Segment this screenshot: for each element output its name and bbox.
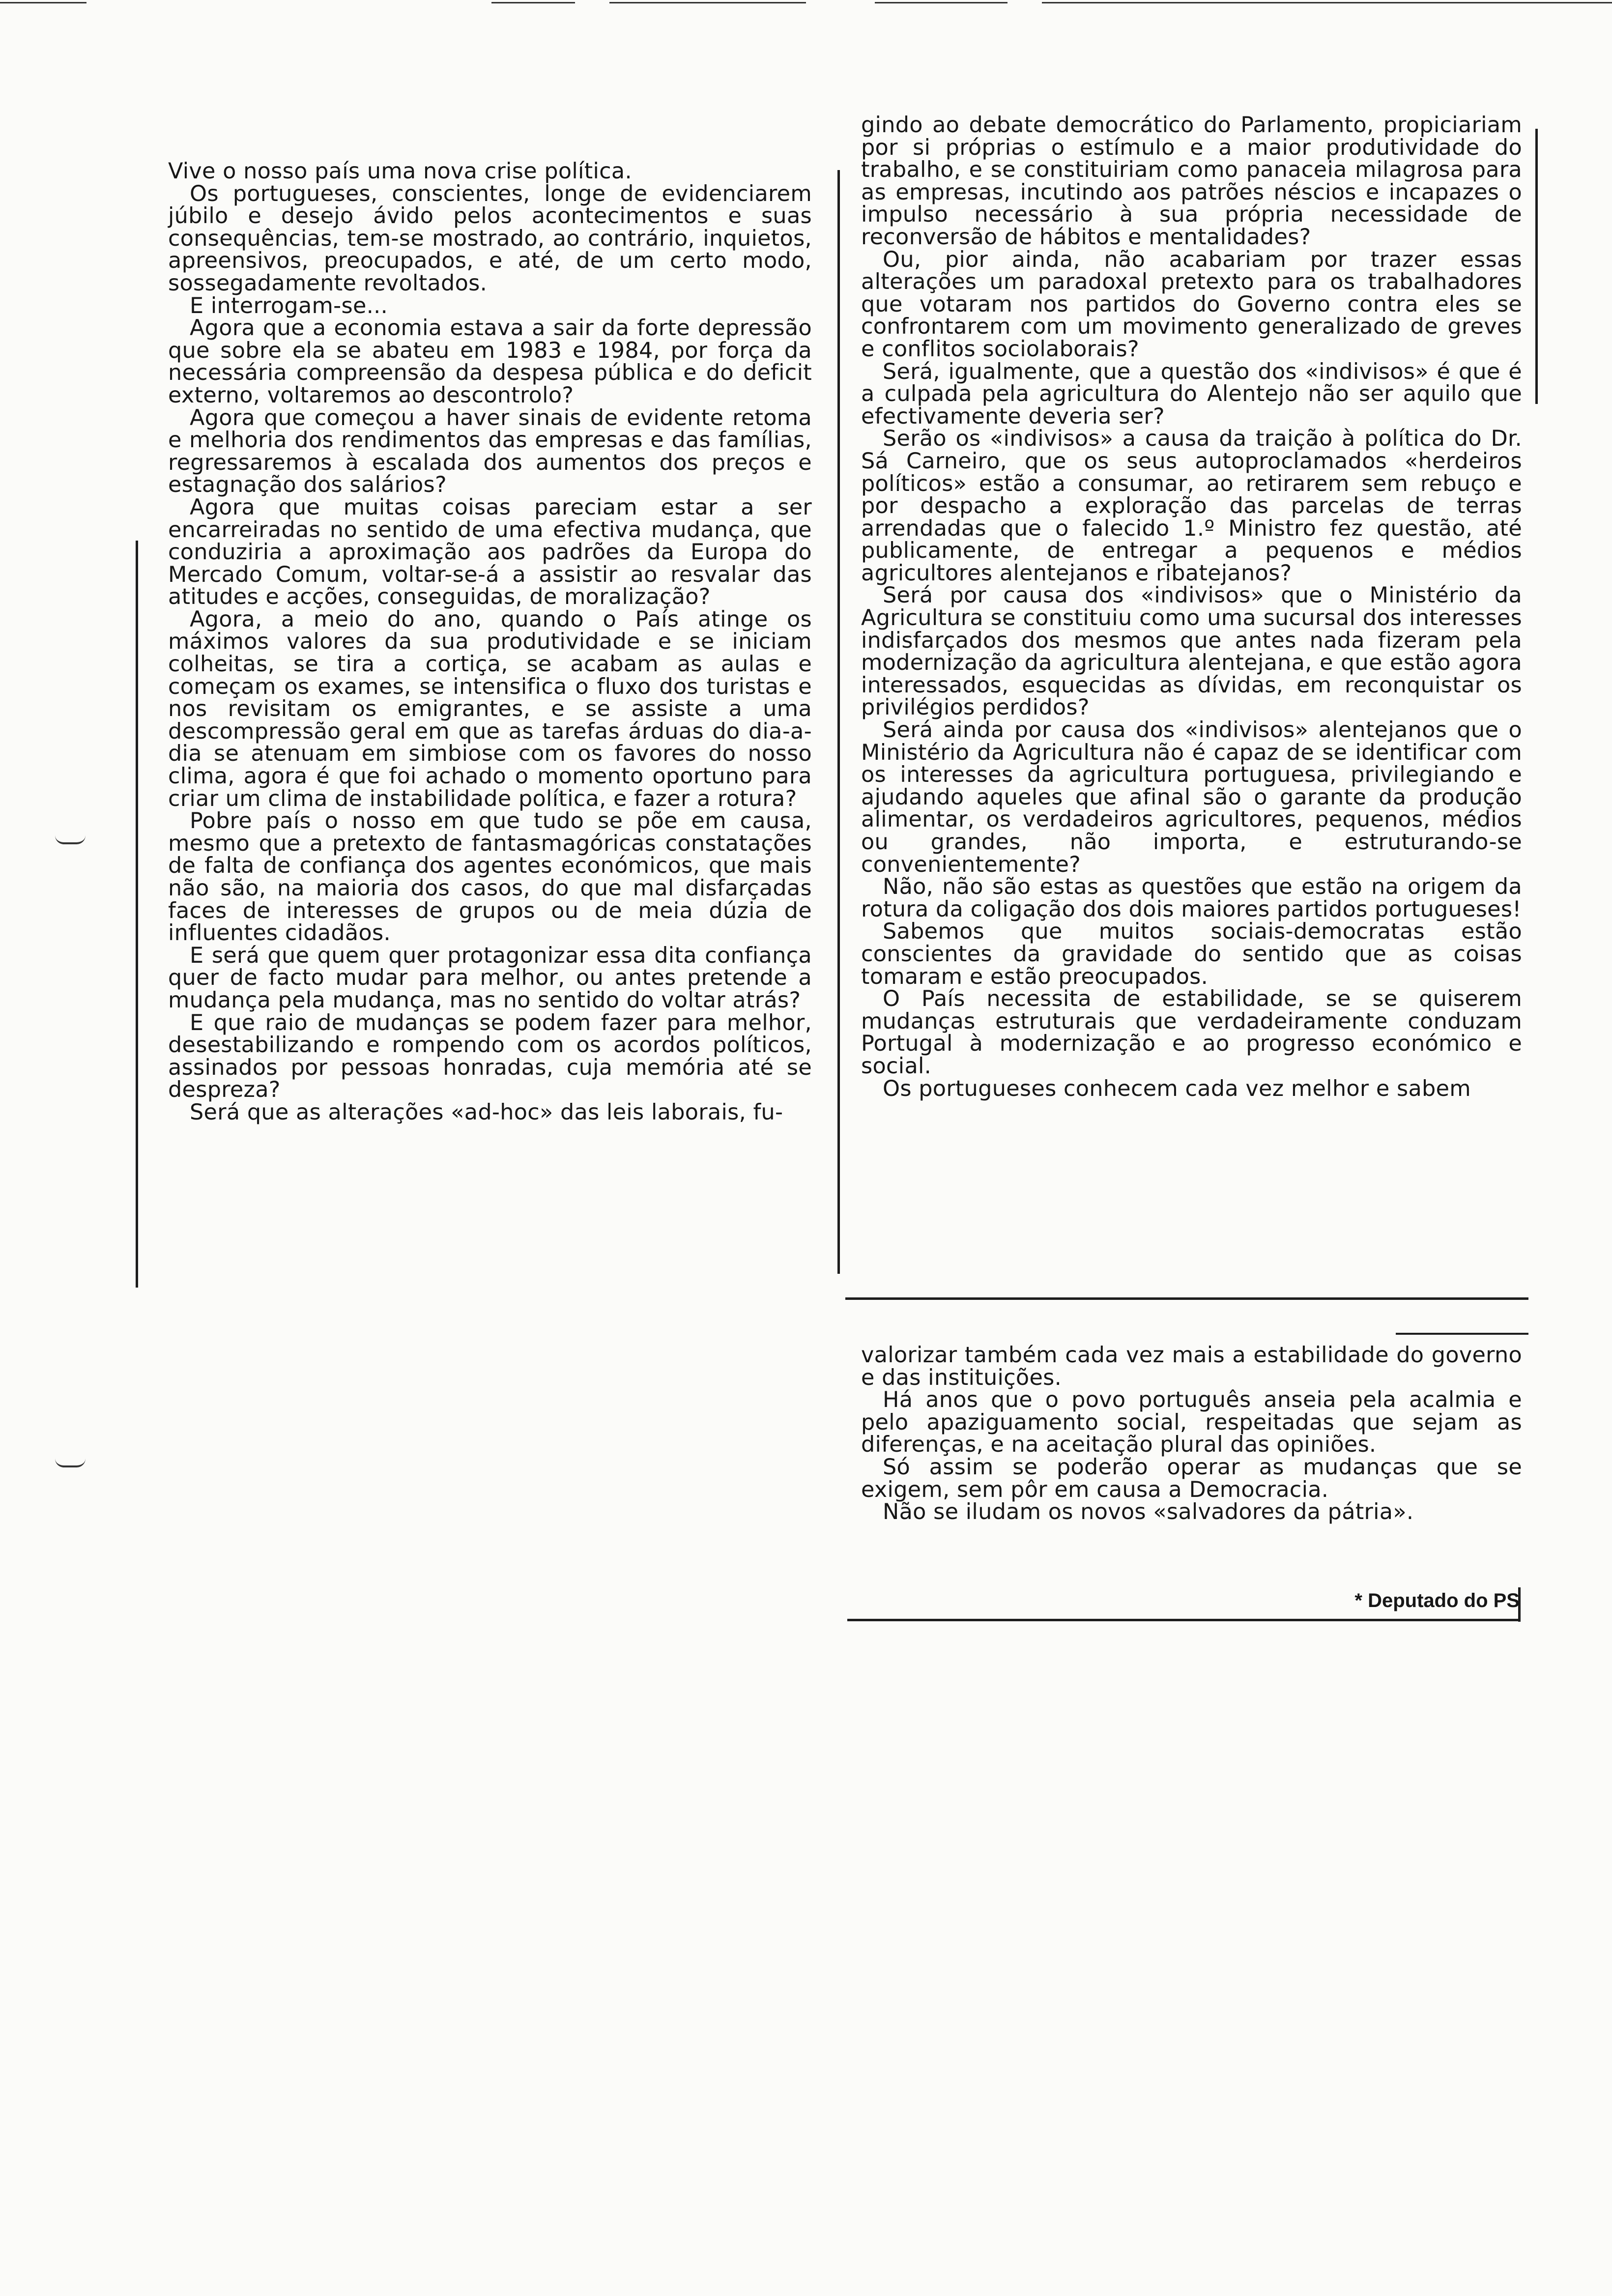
paragraph: Agora que começou a haver sinais de evidente retoma e melhoria dos rendimentos das empresas e das famílias, regressaremos à escalada dos aumentos dos preços e estagnação dos salários? bbox=[168, 405, 812, 498]
paragraph: Ou, pior ainda, não acabariam por trazer essas alterações um paradoxal pretexto para os trabalhadores que votaram nos partidos do Governo contra eles se confrontarem com um movimento generalizado de greves e conflitos sociolaborais? bbox=[861, 247, 1522, 362]
scan-edge-line bbox=[875, 2, 1008, 3]
paragraph: E será que quem quer protagonizar essa dita confiança quer de facto mudar para melhor, ou antes pretende a mudança pela mudança, mas no sentido do voltar atrás? bbox=[168, 943, 812, 1013]
paragraph: Será ainda por causa dos «indivisos» alentejanos que o Ministério da Agricultura não é capaz de se identificar com os interesses da agricultura portuguesa, privilegiando e ajudando aqueles que afinal são o garante da produção alimentar, os verdadeiros agricultores, pequenos, médios ou grandes, não importa, e estruturando-se convenientemente? bbox=[861, 718, 1522, 877]
column-divider bbox=[837, 170, 840, 1274]
scan-edge-line bbox=[0, 2, 86, 3]
section-rule-short bbox=[1396, 1333, 1528, 1335]
paragraph: Pobre país o nosso em que tudo se põe em causa, mesmo que a pretexto de fantasmagóricas constatações de falta de confiança dos agentes económicos, que mais não são, na maioria dos casos, do que mal disfarçadas faces de interesses de grupos ou de meia dúzia de influentes cidadãos. bbox=[168, 808, 812, 946]
paragraph: Será, igualmente, que a questão dos «indivisos» é que é a culpada pela agricultura do Alentejo não ser aquilo que efectivamente deveria ser? bbox=[861, 359, 1522, 429]
right-column-rule bbox=[1535, 129, 1538, 404]
scan-edge-line bbox=[1042, 2, 1612, 3]
section-rule bbox=[845, 1297, 1528, 1300]
scan-edge-line bbox=[491, 2, 575, 3]
paragraph: Sabemos que muitos sociais-democratas estão conscientes da gravidade do sentido que as coisas tomaram e estão preocupados. bbox=[861, 919, 1522, 989]
left-column-rule bbox=[136, 541, 138, 1288]
paragraph: Há anos que o povo português anseia pela acalmia e pelo apaziguamento social, respeitadas que sejam as diferenças, e na aceitação plural das opiniões. bbox=[861, 1387, 1522, 1458]
paragraph: Agora, a meio do ano, quando o País atinge os máximos valores da sua produtividade e se iniciam colheitas, se tira a cortiça, se acabam as aulas e começam os exames, se intensifica o fluxo dos turistas e nos revisitam os emigrantes, e se assiste a uma descompressão geral em que as tarefas árduas do dia-a-dia se atenuam em simbiose com os favores do nosso clima, agora é que foi achado o momento oportuno para criar um clima de instabilidade política, e fazer a rotura? bbox=[168, 606, 812, 811]
bottom-rule bbox=[847, 1619, 1521, 1621]
paragraph: Agora que muitas coisas pareciam estar a ser encarreiradas no sentido de uma efectiva mudança, que conduziria a aproximação aos padrões da Europa do Mercado Comum, voltar-se-á a assistir ao resvalar das atitudes e acções, conseguidas, de moralização? bbox=[168, 494, 812, 610]
paragraph: O País necessita de estabilidade, se se quiserem mudanças estruturais que verdadeiramente conduzam Portugal à modernização e ao progresso económico e social. bbox=[861, 986, 1522, 1079]
article-column-3 bbox=[861, 1344, 1522, 1523]
paragraph: Será por causa dos «indivisos» que o Ministério da Agricultura se constituiu como uma sucursal dos interesses indisfarçados dos mesmos que antes nada fizeram pela modernização da agricultura alentejana, e que estão agora interessados, esquecidas as dívidas, em reconquistar os privilégios perdidos? bbox=[861, 583, 1522, 720]
paragraph: E que raio de mudanças se podem fazer para melhor, desestabilizando e rompendo com os acordos políticos, assinados por pessoas honradas, cuja memória até se despreza? bbox=[168, 1010, 812, 1103]
paragraph: Não se iludam os novos «salvadores da pátria». bbox=[883, 1499, 1414, 1525]
scan-edge-line bbox=[609, 2, 806, 3]
paragraph: valorizar também cada vez mais a estabilidade do governo e das instituições. bbox=[861, 1343, 1522, 1390]
punch-hole-mark bbox=[55, 1459, 86, 1467]
paragraph: Vive o nosso país uma nova crise política. bbox=[168, 159, 632, 184]
article-column-1 bbox=[168, 160, 812, 1124]
paragraph: Será que as alterações «ad-hoc» das leis laborais, fu- bbox=[190, 1099, 783, 1125]
article-column-2 bbox=[861, 114, 1522, 1100]
paragraph: Não, não são estas as questões que estão na origem da rotura da coligação dos dois maiores partidos portugueses! bbox=[861, 874, 1522, 922]
paragraph: Os portugueses conhecem cada vez melhor e sabem bbox=[883, 1076, 1471, 1101]
paragraph: gindo ao debate democrático do Parlamento, propiciariam por si próprias o estímulo e a maior produtividade do trabalho, e se constituiriam como panaceia milagrosa para as empresas, incutindo aos patrões néscios e incapazes o impulso necessário à sua própria necessidade de reconversão de hábitos e mentalidades? bbox=[861, 113, 1522, 250]
paragraph: Só assim se poderão operar as mudanças que se exigem, sem pôr em causa a Democracia. bbox=[861, 1454, 1522, 1502]
paragraph: Agora que a economia estava a sair da forte depressão que sobre ela se abateu em 1983 e 1984, por força da necessária compreensão da despesa pública e do deficit externo, voltaremos ao descontrolo? bbox=[168, 316, 812, 408]
paragraph: Os portugueses, conscientes, longe de evidenciarem júbilo e desejo ávido pelos acontecimentos e suas consequências, tem-se mostrado, ao contrário, inquietos, apreensivos, preocupados, e até, de um certo modo, sossegadamente revoltados. bbox=[168, 181, 812, 296]
paragraph: E interrogam-se... bbox=[190, 293, 388, 318]
paragraph: Serão os «indivisos» a causa da traição à política do Dr. Sá Carneiro, que os seus autoproclamados «herdeiros políticos» estão a consumar, ao retirarem sem rebuço e por despacho a exploração das parcelas de terras arrendadas que o falecido 1.º Ministro fez questão, até publicamente, de entregar a pequenos e médios agricultores alentejanos e ribatejanos? bbox=[861, 426, 1522, 586]
punch-hole-mark bbox=[55, 835, 86, 844]
author-signature: * Deputado do PS bbox=[1354, 1590, 1520, 1611]
